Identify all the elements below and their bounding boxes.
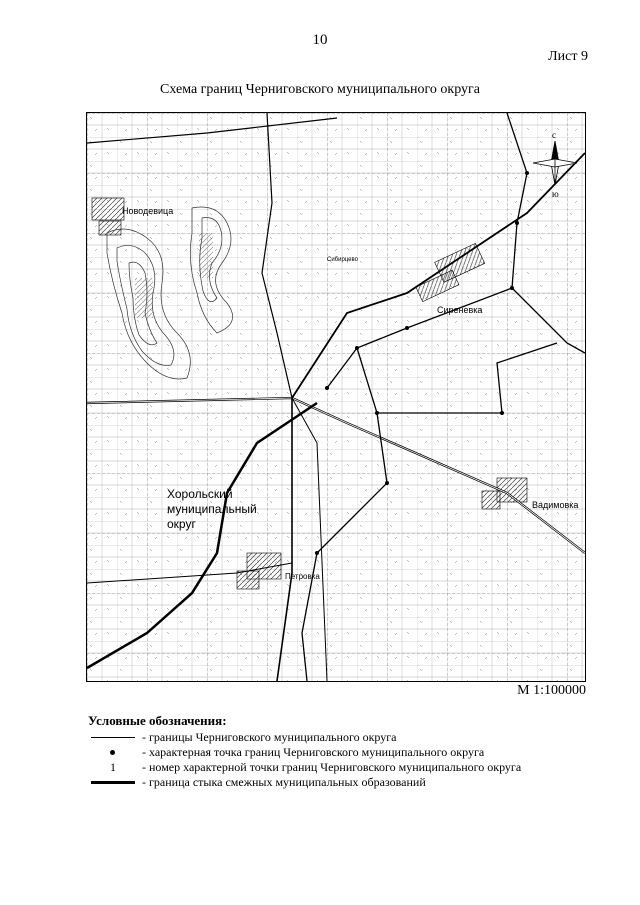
legend-title: Условные обозначения: [88, 713, 227, 728]
legend-text: - граница стыка смежных муниципальных образований [142, 775, 426, 789]
legend-text: - характерная точка границ Черниговского муниципального округа [142, 745, 485, 759]
number-symbol [88, 760, 138, 775]
legend-item-boundary [88, 730, 608, 745]
label-sirenevka: Сиреневка [437, 305, 483, 315]
number-symbol-text: 1 [110, 760, 116, 774]
page-title: Схема границ Черниговского муниципального округа [159, 82, 481, 97]
label-vadimovka: Вадимовка [532, 500, 579, 510]
boundary-map [86, 112, 586, 682]
compass-south-label: ю [552, 189, 559, 199]
dot-symbol [88, 745, 138, 760]
legend-text: - номер характерной точки границ Черниговского муниципального округа [142, 760, 522, 774]
label-sibirtsevo: Сибирцево [327, 257, 358, 263]
label-petrovka: Петровка [285, 572, 320, 581]
sheet-label: Лист 9 [548, 49, 588, 64]
legend-item-number [88, 760, 608, 775]
map-scale: М 1:100000 [517, 683, 586, 698]
label-khorol-line2: муниципальный [167, 502, 257, 516]
legend-item-point [88, 745, 608, 760]
label-khorol-line1: Хорольский [167, 487, 233, 501]
label-novodevitsa: Новодевица [122, 206, 174, 216]
legend-text: - границы Черниговского муниципального округа [142, 730, 397, 744]
compass-north-label: с [552, 130, 556, 140]
map-drawing [87, 113, 585, 681]
page-number: 10 [312, 32, 328, 48]
thick-line-symbol [88, 775, 138, 790]
legend [88, 730, 608, 790]
legend-item-junction [88, 775, 608, 790]
label-khorol-line3: округ [167, 517, 196, 531]
thin-line-symbol [88, 730, 138, 745]
